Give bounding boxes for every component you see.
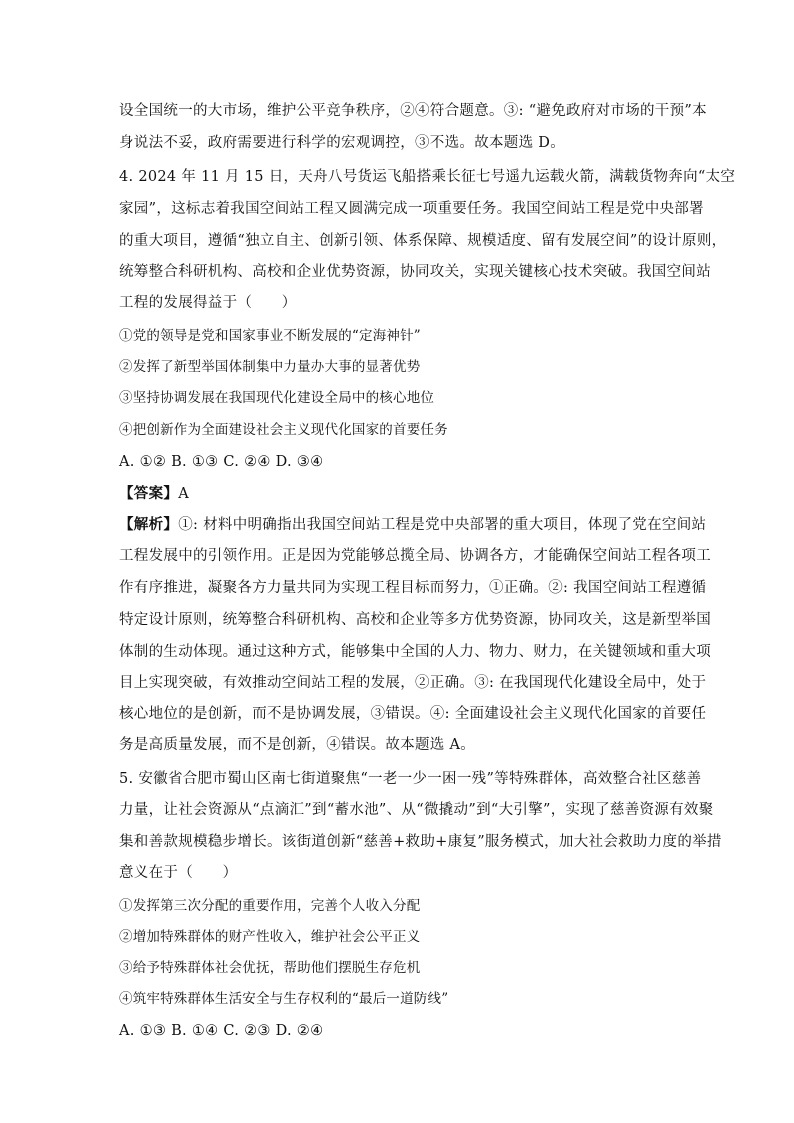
q5-option: ①发挥第三次分配的重要作用，完善个人收入分配 <box>119 898 421 914</box>
q5-stem-line: 力量，让社会资源从“点滴汇”到“蓄水池”、从“微撬动”到“大引擎”，实现了慈善资源有效聚 <box>119 802 714 818</box>
q3-explanation-line: 设全国统一的大市场，维护公平竞争秩序，②④符合题意。③: “避免政府对市场的干预”本 <box>119 103 707 119</box>
q4-analysis-line: 体制的生动体现。通过这种方式，能够集中全国的人力、物力、财力，在关键领域和重大项 <box>119 644 711 660</box>
q5-option: ③给予特殊群体社会优抚，帮助他们摆脱生存危机 <box>119 960 421 976</box>
q4-analysis-line <box>119 515 707 535</box>
analysis-label: 【解析】 <box>119 516 179 533</box>
q4-analysis-line: 务是高质量发展，而不是创新，④错误。故本题选 A。 <box>119 737 476 753</box>
q4-answer <box>119 484 679 504</box>
q5-stem-line: 意义在于（ ） <box>119 865 238 881</box>
answer-label: 【答案】 <box>119 485 179 502</box>
q4-analysis-line: 核心地位的是创新，而不是协调发展，③错误。④: 全面建设社会主义现代化国家的首要任 <box>119 706 707 722</box>
q4-stem-line: 4. 2024 年 11 月 15 日，天舟八号货运飞船搭乘长征七号遥九运载火箭，满载货物奔向“太空 <box>119 169 736 185</box>
q4-analysis-line: 目上实现突破，有效推动空间站工程的发展，②正确。③: 在我国现代化建设全局中，处于 <box>119 675 707 691</box>
answer-value: A <box>178 486 189 502</box>
q5-stem-line: 集和善款规模稳步增长。该街道创新“慈善+救助+康复”服务模式，加大社会救助力度的举措 <box>119 834 722 850</box>
q4-option: ④把创新作为全面建设社会主义现代化国家的首要任务 <box>119 422 448 438</box>
q5-choices: A. ①③ B. ①④ C. ②③ D. ②④ <box>119 1023 324 1039</box>
analysis-text: ①: 材料中明确指出我国空间站工程是党中央部署的重大项目，体现了党在空间站 <box>178 517 707 533</box>
q4-analysis-line: 工程发展中的引领作用。正是因为党能够总揽全局、协调各方，才能确保空间站工程各项工 <box>119 548 711 564</box>
q4-analysis-line: 特定设计原则，统筹整合科研机构、高校和企业等多方优势资源，协同攻关，这是新型举国 <box>119 612 711 628</box>
q4-option: ③坚持协调发展在我国现代化建设全局中的核心地位 <box>119 390 435 406</box>
q3-explanation-line: 身说法不妥，政府需要进行科学的宏观调控，③不选。故本题选 D。 <box>119 135 566 151</box>
q4-choices: A. ①② B. ①③ C. ②④ D. ③④ <box>119 454 324 470</box>
q4-analysis-line: 作有序推进，凝聚各方力量共同为实现工程目标而努力，①正确。②: 我国空间站工程遵循 <box>119 580 707 596</box>
q4-stem-line: 工程的发展得益于（ ） <box>119 295 297 311</box>
q5-option: ④筑牢特殊群体生活安全与生存权利的“最后一道防线” <box>119 991 449 1007</box>
q4-stem-line: 家园”，这标志着我国空间站工程又圆满完成一项重要任务。我国空间站工程是党中央部署 <box>119 201 704 217</box>
q5-stem-line: 5. 安徽省合肥市蜀山区南七街道聚焦“一老一少一困一残”等特殊群体，高效整合社区慈善 <box>119 771 702 787</box>
q4-stem-line: 统筹整合科研机构、高校和企业优势资源，协同攻关，实现关键核心技术突破。我国空间站 <box>119 264 711 280</box>
q4-stem-line: 的重大项目，遵循“独立自主、创新引领、体系保障、规模适度、留有发展空间”的设计原则， <box>119 233 727 249</box>
q4-option: ①党的领导是党和国家事业不断发展的“定海神针” <box>119 328 421 344</box>
q4-option: ②发挥了新型举国体制集中力量办大事的显著优势 <box>119 359 421 375</box>
q5-option: ②增加特殊群体的财产性收入，维护社会公平正义 <box>119 929 421 945</box>
